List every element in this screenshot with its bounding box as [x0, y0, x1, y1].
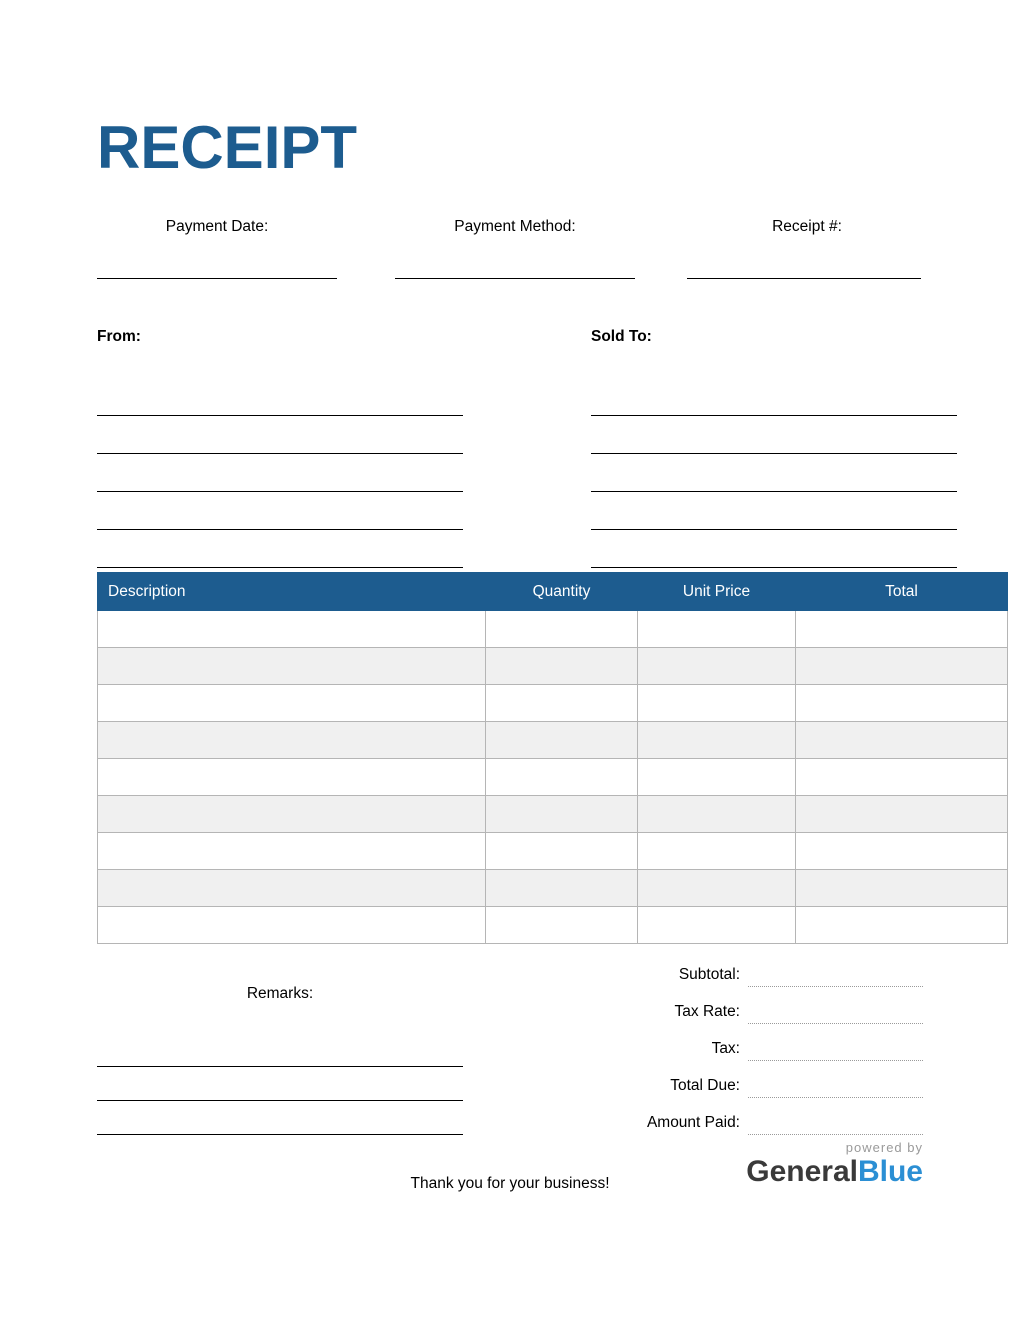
payment-method-field[interactable]: [395, 218, 635, 262]
column-header-quantity: Quantity: [486, 573, 638, 611]
cell-description[interactable]: [98, 870, 486, 907]
remarks-block: [97, 985, 463, 1003]
cell-description[interactable]: [98, 611, 486, 648]
cell-unit-price[interactable]: [638, 611, 796, 648]
cell-quantity[interactable]: [486, 833, 638, 870]
sold-to-line[interactable]: [591, 530, 957, 568]
page-title: RECEIPT: [97, 114, 358, 181]
column-header-total: Total: [796, 573, 1008, 611]
cell-quantity[interactable]: [486, 907, 638, 944]
table-row[interactable]: [98, 907, 1008, 944]
sold-to-line[interactable]: [591, 454, 957, 492]
table-row[interactable]: [98, 685, 1008, 722]
cell-quantity[interactable]: [486, 722, 638, 759]
cell-unit-price[interactable]: [638, 759, 796, 796]
receipt-number-underline: [687, 278, 921, 279]
from-line[interactable]: [97, 454, 463, 492]
from-line[interactable]: [97, 492, 463, 530]
total-due-label: Total Due:: [670, 1077, 740, 1094]
sold-to-lines: [591, 378, 957, 568]
cell-total[interactable]: [796, 685, 1008, 722]
brand-name-blue: Blue: [857, 1155, 923, 1188]
cell-description[interactable]: [98, 833, 486, 870]
tax-label: Tax:: [711, 1040, 740, 1057]
payment-method-label: Payment Method:: [454, 218, 576, 235]
from-lines: [97, 378, 463, 568]
cell-total[interactable]: [796, 722, 1008, 759]
from-line[interactable]: [97, 530, 463, 568]
from-block: [97, 328, 463, 352]
table-row[interactable]: [98, 759, 1008, 796]
cell-unit-price[interactable]: [638, 648, 796, 685]
amount-paid-value[interactable]: [748, 1106, 923, 1135]
sold-to-line[interactable]: [591, 492, 957, 530]
cell-unit-price[interactable]: [638, 907, 796, 944]
from-label: From:: [97, 328, 141, 345]
from-line[interactable]: [97, 378, 463, 416]
sold-to-label: Sold To:: [591, 328, 652, 345]
tax-rate-row: [560, 987, 923, 1024]
column-header-unit-price: Unit Price: [638, 573, 796, 611]
brand-name-general: General: [746, 1155, 858, 1188]
cell-description[interactable]: [98, 722, 486, 759]
cell-unit-price[interactable]: [638, 685, 796, 722]
subtotal-value[interactable]: [748, 958, 923, 987]
cell-unit-price[interactable]: [638, 722, 796, 759]
sold-to-line[interactable]: [591, 378, 957, 416]
subtotal-label: Subtotal:: [678, 966, 740, 983]
tax-rate-label: Tax Rate:: [674, 1003, 740, 1020]
payment-date-value: [97, 240, 337, 262]
amount-paid-row: [560, 1098, 923, 1135]
brand-logo: [623, 1140, 923, 1187]
cell-quantity[interactable]: [486, 685, 638, 722]
cell-description[interactable]: [98, 759, 486, 796]
powered-by-label: powered by: [845, 1140, 923, 1155]
cell-quantity[interactable]: [486, 759, 638, 796]
table-row[interactable]: [98, 722, 1008, 759]
thank-you-note: Thank you for your business!: [410, 1175, 610, 1192]
sold-to-line[interactable]: [591, 416, 957, 454]
totals-block: [560, 950, 923, 1135]
receipt-number-label: Receipt #:: [772, 218, 842, 235]
cell-quantity[interactable]: [486, 796, 638, 833]
cell-total[interactable]: [796, 870, 1008, 907]
receipt-number-value: [687, 240, 927, 262]
cell-description[interactable]: [98, 796, 486, 833]
cell-unit-price[interactable]: [638, 796, 796, 833]
table-row[interactable]: [98, 611, 1008, 648]
cell-total[interactable]: [796, 611, 1008, 648]
subtotal-row: [560, 950, 923, 987]
remarks-line[interactable]: [97, 1033, 463, 1067]
payment-date-label: Payment Date:: [165, 218, 269, 235]
cell-unit-price[interactable]: [638, 833, 796, 870]
cell-total[interactable]: [796, 796, 1008, 833]
total-due-row: [560, 1061, 923, 1098]
payment-method-value: [395, 240, 635, 262]
payment-method-underline: [395, 278, 635, 279]
cell-unit-price[interactable]: [638, 870, 796, 907]
remarks-line[interactable]: [97, 1101, 463, 1135]
table-row[interactable]: [98, 796, 1008, 833]
table-row[interactable]: [98, 833, 1008, 870]
cell-quantity[interactable]: [486, 611, 638, 648]
remarks-label: Remarks:: [246, 985, 314, 1002]
cell-total[interactable]: [796, 833, 1008, 870]
table-row[interactable]: [98, 870, 1008, 907]
cell-total[interactable]: [796, 759, 1008, 796]
remarks-lines: [97, 1033, 463, 1135]
tax-value[interactable]: [748, 1032, 923, 1061]
cell-description[interactable]: [98, 685, 486, 722]
column-header-description: Description: [98, 573, 486, 611]
cell-description[interactable]: [98, 648, 486, 685]
items-table: [97, 572, 1008, 944]
table-header-row: [98, 573, 1008, 611]
sold-to-block: [591, 328, 957, 352]
cell-description[interactable]: [98, 907, 486, 944]
from-line[interactable]: [97, 416, 463, 454]
payment-date-field[interactable]: [97, 218, 337, 262]
tax-rate-value[interactable]: [748, 995, 923, 1024]
amount-paid-label: Amount Paid:: [646, 1114, 740, 1131]
tax-row: [560, 1024, 923, 1061]
total-due-value[interactable]: [748, 1069, 923, 1098]
cell-total[interactable]: [796, 648, 1008, 685]
payment-date-underline: [97, 278, 337, 279]
payment-meta-row: [97, 218, 923, 288]
cell-total[interactable]: [796, 907, 1008, 944]
remarks-line[interactable]: [97, 1067, 463, 1101]
table-row[interactable]: [98, 648, 1008, 685]
cell-quantity[interactable]: [486, 648, 638, 685]
receipt-number-field[interactable]: [687, 218, 927, 262]
cell-quantity[interactable]: [486, 870, 638, 907]
